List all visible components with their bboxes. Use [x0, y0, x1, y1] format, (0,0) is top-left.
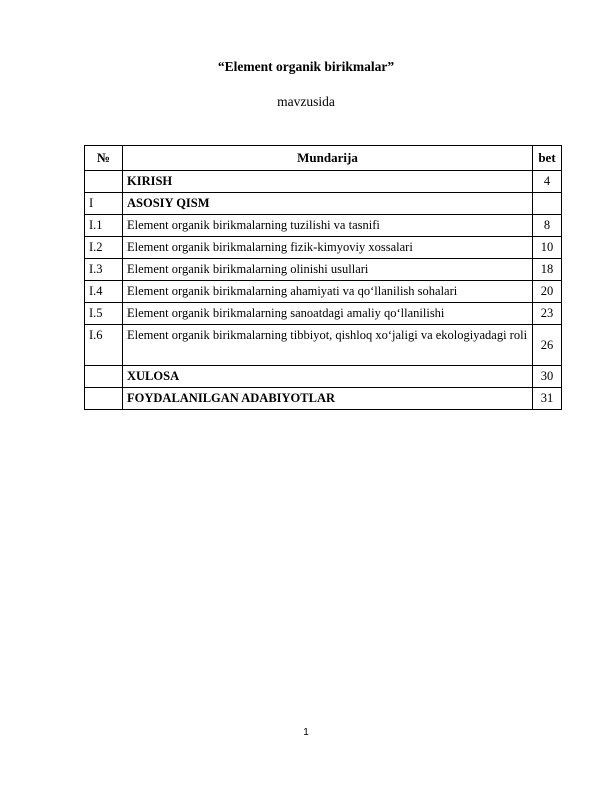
toc-row-number: I: [85, 193, 123, 215]
toc-row-title: Element organik birikmalarning ahamiyati va qo‘llanilish sohalari: [123, 281, 533, 303]
toc-row-title: XULOSA: [123, 366, 533, 388]
toc-row-page: 18: [533, 259, 562, 281]
toc-row-page: 4: [533, 171, 562, 193]
toc-row-number: I.5: [85, 303, 123, 325]
toc-row-title: FOYDALANILGAN ADABIYOTLAR: [123, 388, 533, 410]
toc-row-title: Element organik birikmalarning tibbiyot, qishloq xo‘jaligi va ekologiyadagi roli: [123, 325, 533, 366]
toc-row-i5: [85, 303, 562, 325]
toc-row-title: ASOSIY QISM: [123, 193, 533, 215]
toc-header-title: Mundarija: [123, 146, 533, 171]
toc-row-number: I.6: [85, 325, 123, 366]
toc-row-i2: [85, 237, 562, 259]
toc-header-row: [85, 146, 562, 171]
toc-header-number: №: [85, 146, 123, 171]
toc-header-page: bet: [533, 146, 562, 171]
toc-row-number: [85, 366, 123, 388]
toc-row-adabiyotlar: [85, 388, 562, 410]
toc-row-page: 8: [533, 215, 562, 237]
toc-row-number: I.1: [85, 215, 123, 237]
toc-row-i3: [85, 259, 562, 281]
toc-row-page: 20: [533, 281, 562, 303]
toc-row-page: 30: [533, 366, 562, 388]
toc-row-title: Element organik birikmalarning tuzilishi va tasnifi: [123, 215, 533, 237]
toc-row-i6: [85, 325, 562, 366]
toc-row-page: 23: [533, 303, 562, 325]
toc-row-number: I.3: [85, 259, 123, 281]
toc-row-page: 26: [533, 325, 562, 366]
toc-row-title: Element organik birikmalarning olinishi usullari: [123, 259, 533, 281]
toc-row-number: I.4: [85, 281, 123, 303]
toc-row-xulosa: [85, 366, 562, 388]
toc-row-asosiy-qism: [85, 193, 562, 215]
document-subtitle: mavzusida: [277, 94, 335, 109]
table-of-contents: [84, 145, 562, 410]
toc-row-i4: [85, 281, 562, 303]
toc-row-page: 10: [533, 237, 562, 259]
toc-row-title: KIRISH: [123, 171, 533, 193]
toc-row-number: [85, 171, 123, 193]
page-number: 1: [303, 727, 309, 738]
toc-row-title: Element organik birikmalarning sanoatdagi amaliy qo‘llanilishi: [123, 303, 533, 325]
toc-row-page: [533, 193, 562, 215]
document-title: “Element organik birikmalar”: [217, 59, 395, 74]
toc-row-number: [85, 388, 123, 410]
toc-row-i1: [85, 215, 562, 237]
toc-row-page: 31: [533, 388, 562, 410]
toc-row-title: Element organik birikmalarning fizik-kimyoviy xossalari: [123, 237, 533, 259]
toc-row-kirish: [85, 171, 562, 193]
toc-row-number: I.2: [85, 237, 123, 259]
